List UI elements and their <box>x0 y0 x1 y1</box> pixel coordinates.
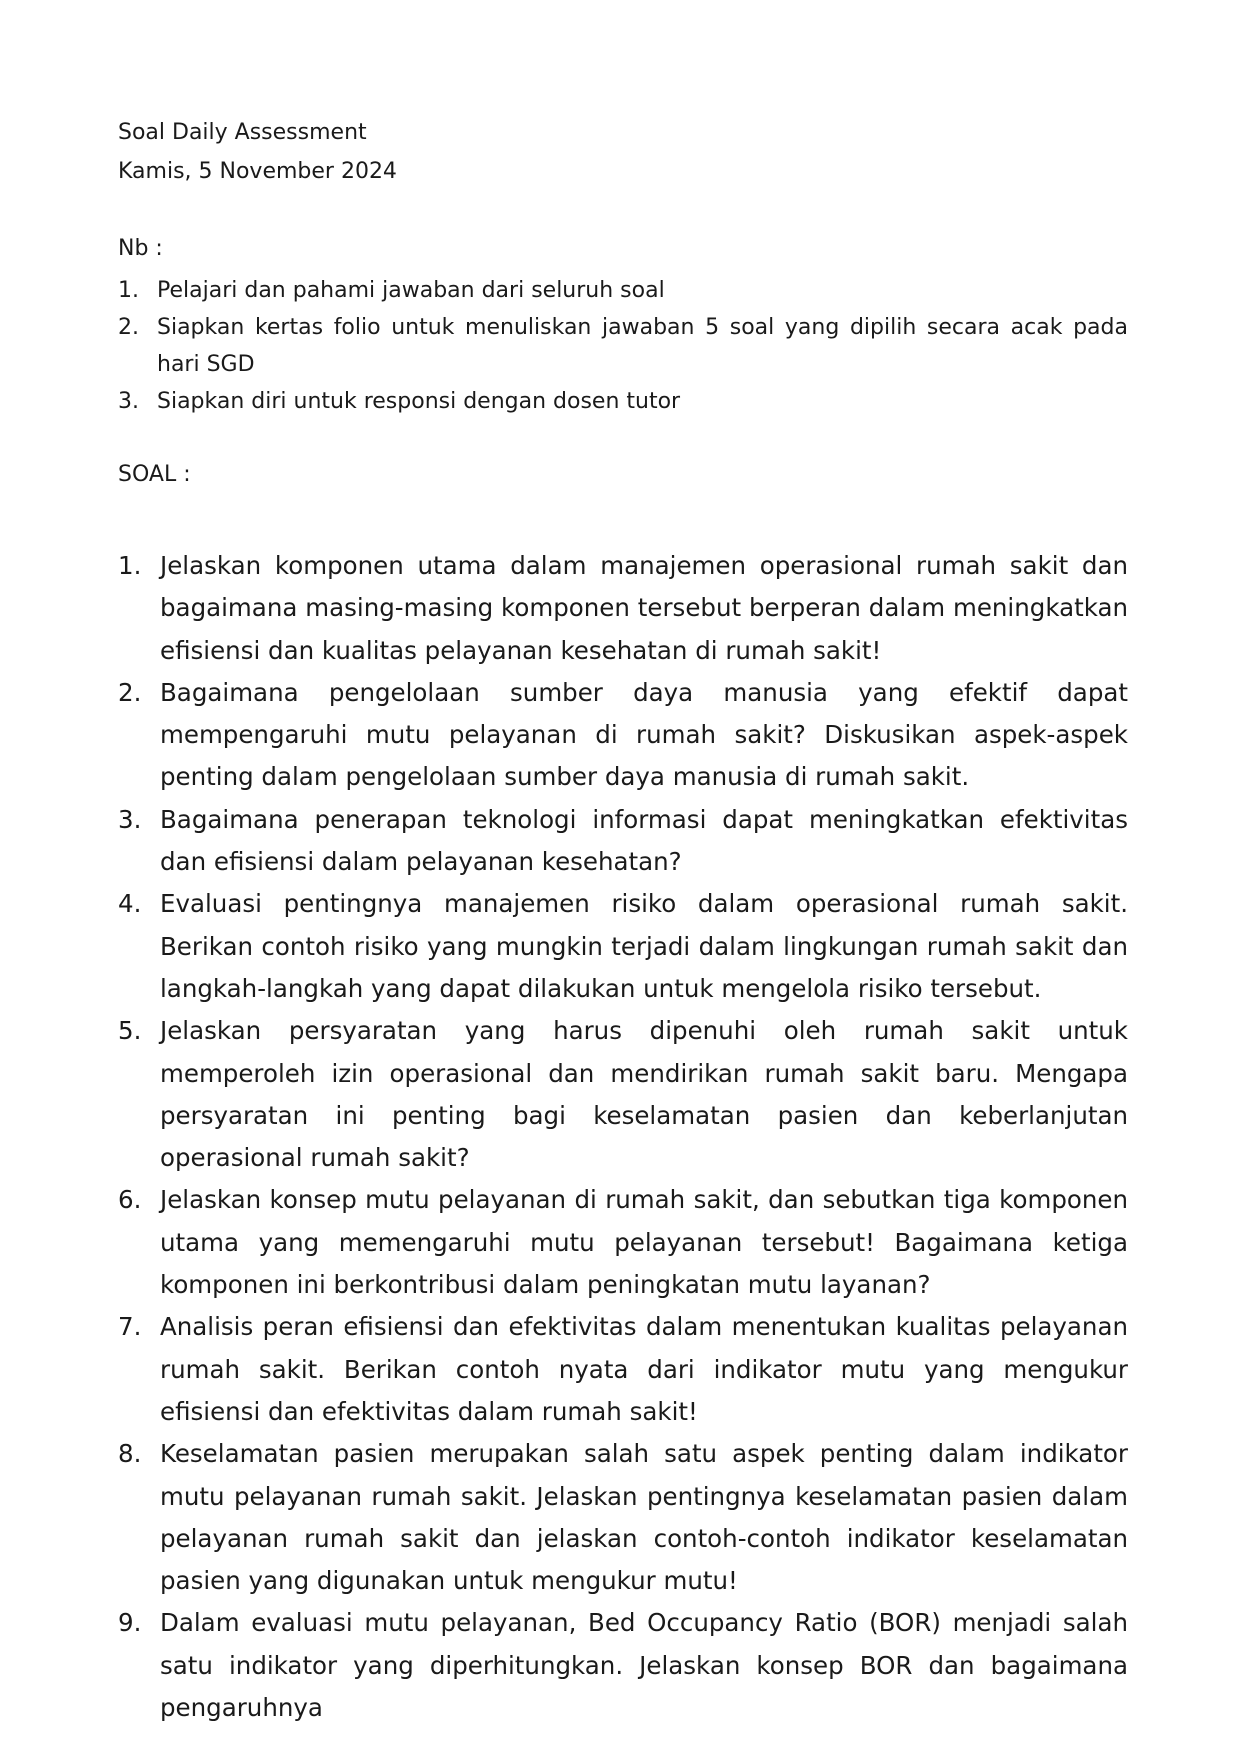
question-text: Jelaskan komponen utama dalam manajemen operasional rumah sakit dan bagaimana masing-masing komponen tersebut berperan dalam meningkatkan efisiensi dan kualitas pelayanan kesehatan di rumah sakit! <box>160 551 1128 665</box>
question-number: 9. <box>118 1608 142 1638</box>
question-number: 4. <box>118 889 142 919</box>
note-number: 1. <box>118 278 139 303</box>
question-text: Keselamatan pasien merupakan salah satu aspek penting dalam indikator mutu pelayanan rumah sakit. Jelaskan pentingnya keselamatan pasien dalam pelayanan rumah sakit dan jelaskan contoh-contoh indikator keselamatan pasien yang digunakan untuk mengukur mutu! <box>160 1439 1128 1596</box>
question-number: 5. <box>118 1016 142 1046</box>
question-text: Analisis peran efisiensi dan efektivitas dalam menentukan kualitas pelayanan rumah sakit. Berikan contoh nyata dari indikator mutu yang mengukur efisiensi dan efektivitas dalam rumah sakit! <box>160 1312 1128 1426</box>
note-number: 2. <box>118 315 139 340</box>
question-item <box>118 1433 1128 1602</box>
question-item <box>118 1179 1128 1306</box>
question-text: Bagaimana pengelolaan sumber daya manusia yang efektif dapat mempengaruhi mutu pelayanan di rumah sakit? Diskusikan aspek-aspek penting dalam pengelolaan sumber daya manusia di rumah sakit. <box>160 677 1128 792</box>
question-item <box>118 1010 1128 1179</box>
question-text: Bagaimana penerapan teknologi informasi dapat meningkatkan efektivitas dan efisiensi dalam pelayanan kesehatan? <box>160 804 1128 877</box>
notes-list <box>118 272 1128 420</box>
questions-label: SOAL : <box>118 462 191 487</box>
note-item <box>118 272 1128 309</box>
question-number: 8. <box>118 1439 142 1469</box>
note-number: 3. <box>118 389 139 414</box>
note-text: Pelajari dan pahami jawaban dari seluruh soal <box>157 278 665 303</box>
question-item <box>118 1306 1128 1433</box>
question-text: Dalam evaluasi mutu pelayanan, Bed Occupancy Ratio (BOR) menjadi salah satu indikator yang diperhitungkan. Jelaskan konsep BOR dan bagaimana pengaruhnya <box>160 1608 1128 1723</box>
question-text: Evaluasi pentingnya manajemen risiko dalam operasional rumah sakit. Berikan contoh risiko yang mungkin terjadi dalam lingkungan rumah sakit dan langkah-langkah yang dapat dilakukan untuk mengelola risiko tersebut. <box>160 889 1128 1003</box>
question-item <box>118 799 1128 884</box>
note-item <box>118 383 1128 420</box>
question-item <box>118 672 1128 799</box>
question-number: 2. <box>118 677 142 707</box>
notes-label: Nb : <box>118 236 163 261</box>
question-text: Jelaskan konsep mutu pelayanan di rumah sakit, dan sebutkan tiga komponen utama yang memengaruhi mutu pelayanan tersebut! Bagaimana ketiga komponen ini berkontribusi dalam peningkatan mutu layanan? <box>160 1185 1128 1300</box>
document-date: Kamis, 5 November 2024 <box>118 159 397 184</box>
document-title: Soal Daily Assessment <box>118 120 367 145</box>
note-item <box>118 309 1128 383</box>
question-item <box>118 1602 1128 1729</box>
question-number: 3. <box>118 804 142 834</box>
note-text: Siapkan diri untuk responsi dengan dosen tutor <box>157 389 681 414</box>
question-number: 7. <box>118 1312 142 1342</box>
note-text: Siapkan kertas folio untuk menuliskan jawaban 5 soal yang dipilih secara acak pada hari SGD <box>157 315 1128 377</box>
question-item <box>118 883 1128 1010</box>
question-item <box>118 545 1128 672</box>
question-number: 1. <box>118 551 142 580</box>
questions-list <box>118 545 1128 1729</box>
question-number: 6. <box>118 1185 142 1215</box>
question-text: Jelaskan persyaratan yang harus dipenuhi oleh rumah sakit untuk memperoleh izin operasional dan mendirikan rumah sakit baru. Mengapa persyaratan ini penting bagi keselamatan pasien dan keberlanjutan operasional rumah sakit? <box>160 1016 1128 1173</box>
